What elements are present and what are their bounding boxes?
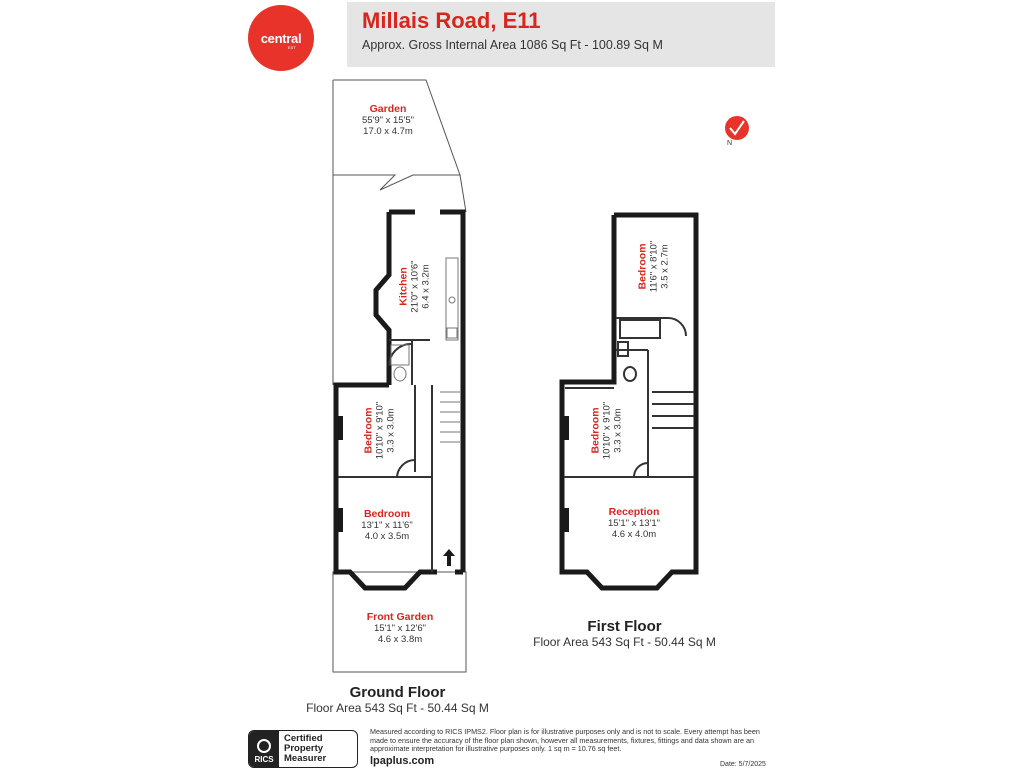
- first-floor-inner-walls: [564, 318, 694, 477]
- first-floor-caption: [527, 618, 722, 649]
- label-garden: Garden 55'9" x 15'5" 17.0 x 4.7m: [361, 103, 415, 137]
- fireplace-icon: [337, 508, 343, 532]
- label-bedroom-rear: Bedroom 10'10" x 9'10" 3.3 x 3.0m: [362, 401, 397, 460]
- entrance-arrow-icon: [443, 549, 455, 566]
- gross-area: Approx. Gross Internal Area 1086 Sq Ft - 100.89 Sq M: [362, 38, 663, 52]
- first-floor-title: First Floor: [587, 618, 662, 635]
- ground-floor-title: Ground Floor: [349, 684, 446, 701]
- fireplace-icon: [563, 508, 569, 532]
- disclaimer-text: Measured according to RICS IPMS2. Floor plan is for illustrative purposes only and is not to scale. Every attempt has been made to ensure the accuracy of the floor plan shown, however all measurements, fixtures, fittings and data shown are an approximate interpretation for illustrative purposes only. 1 sq m = 10.76 sq feet.: [370, 727, 760, 753]
- plan-date: Date: 5/7/2025: [720, 761, 766, 768]
- rics-seal: RICS: [249, 731, 279, 767]
- label-bedroom-middle: Bedroom 10'10" x 9'10" 3.3 x 3.0m: [589, 401, 624, 460]
- compass-icon: [725, 116, 749, 147]
- label-bedroom-front: Bedroom 13'1" x 11'6" 4.0 x 3.5m: [361, 508, 413, 542]
- fireplace-icon: [563, 416, 569, 440]
- fireplace-icon: [337, 416, 343, 440]
- ground-floor-area: Floor Area 543 Sq Ft - 50.44 Sq M: [306, 701, 489, 715]
- logo-text: central: [260, 30, 302, 46]
- website-link[interactable]: lpaplus.com: [370, 755, 435, 767]
- logo-subtext: EST: [288, 45, 296, 50]
- ground-floor-caption: [300, 684, 495, 715]
- rics-certified-text: Certified Property Measurer: [284, 733, 327, 764]
- label-front-garden: Front Garden 15'1" x 12'6" 4.6 x 3.8m: [366, 611, 434, 645]
- svg-text:N: N: [727, 140, 733, 147]
- rics-badge: [248, 730, 358, 768]
- label-reception: Reception 15'1" x 13'1" 4.6 x 4.0m: [607, 506, 661, 540]
- label-bedroom-back: Bedroom 11'6" x 8'10" 3.5 x 2.7m: [636, 240, 671, 293]
- rics-ring-icon: [257, 739, 271, 753]
- first-floor-area: Floor Area 543 Sq Ft - 50.44 Sq M: [533, 635, 716, 649]
- property-title: Millais Road, E11: [362, 8, 541, 33]
- label-kitchen: Kitchen 21'0" x 10'6" 6.4 x 3.2m: [397, 260, 432, 313]
